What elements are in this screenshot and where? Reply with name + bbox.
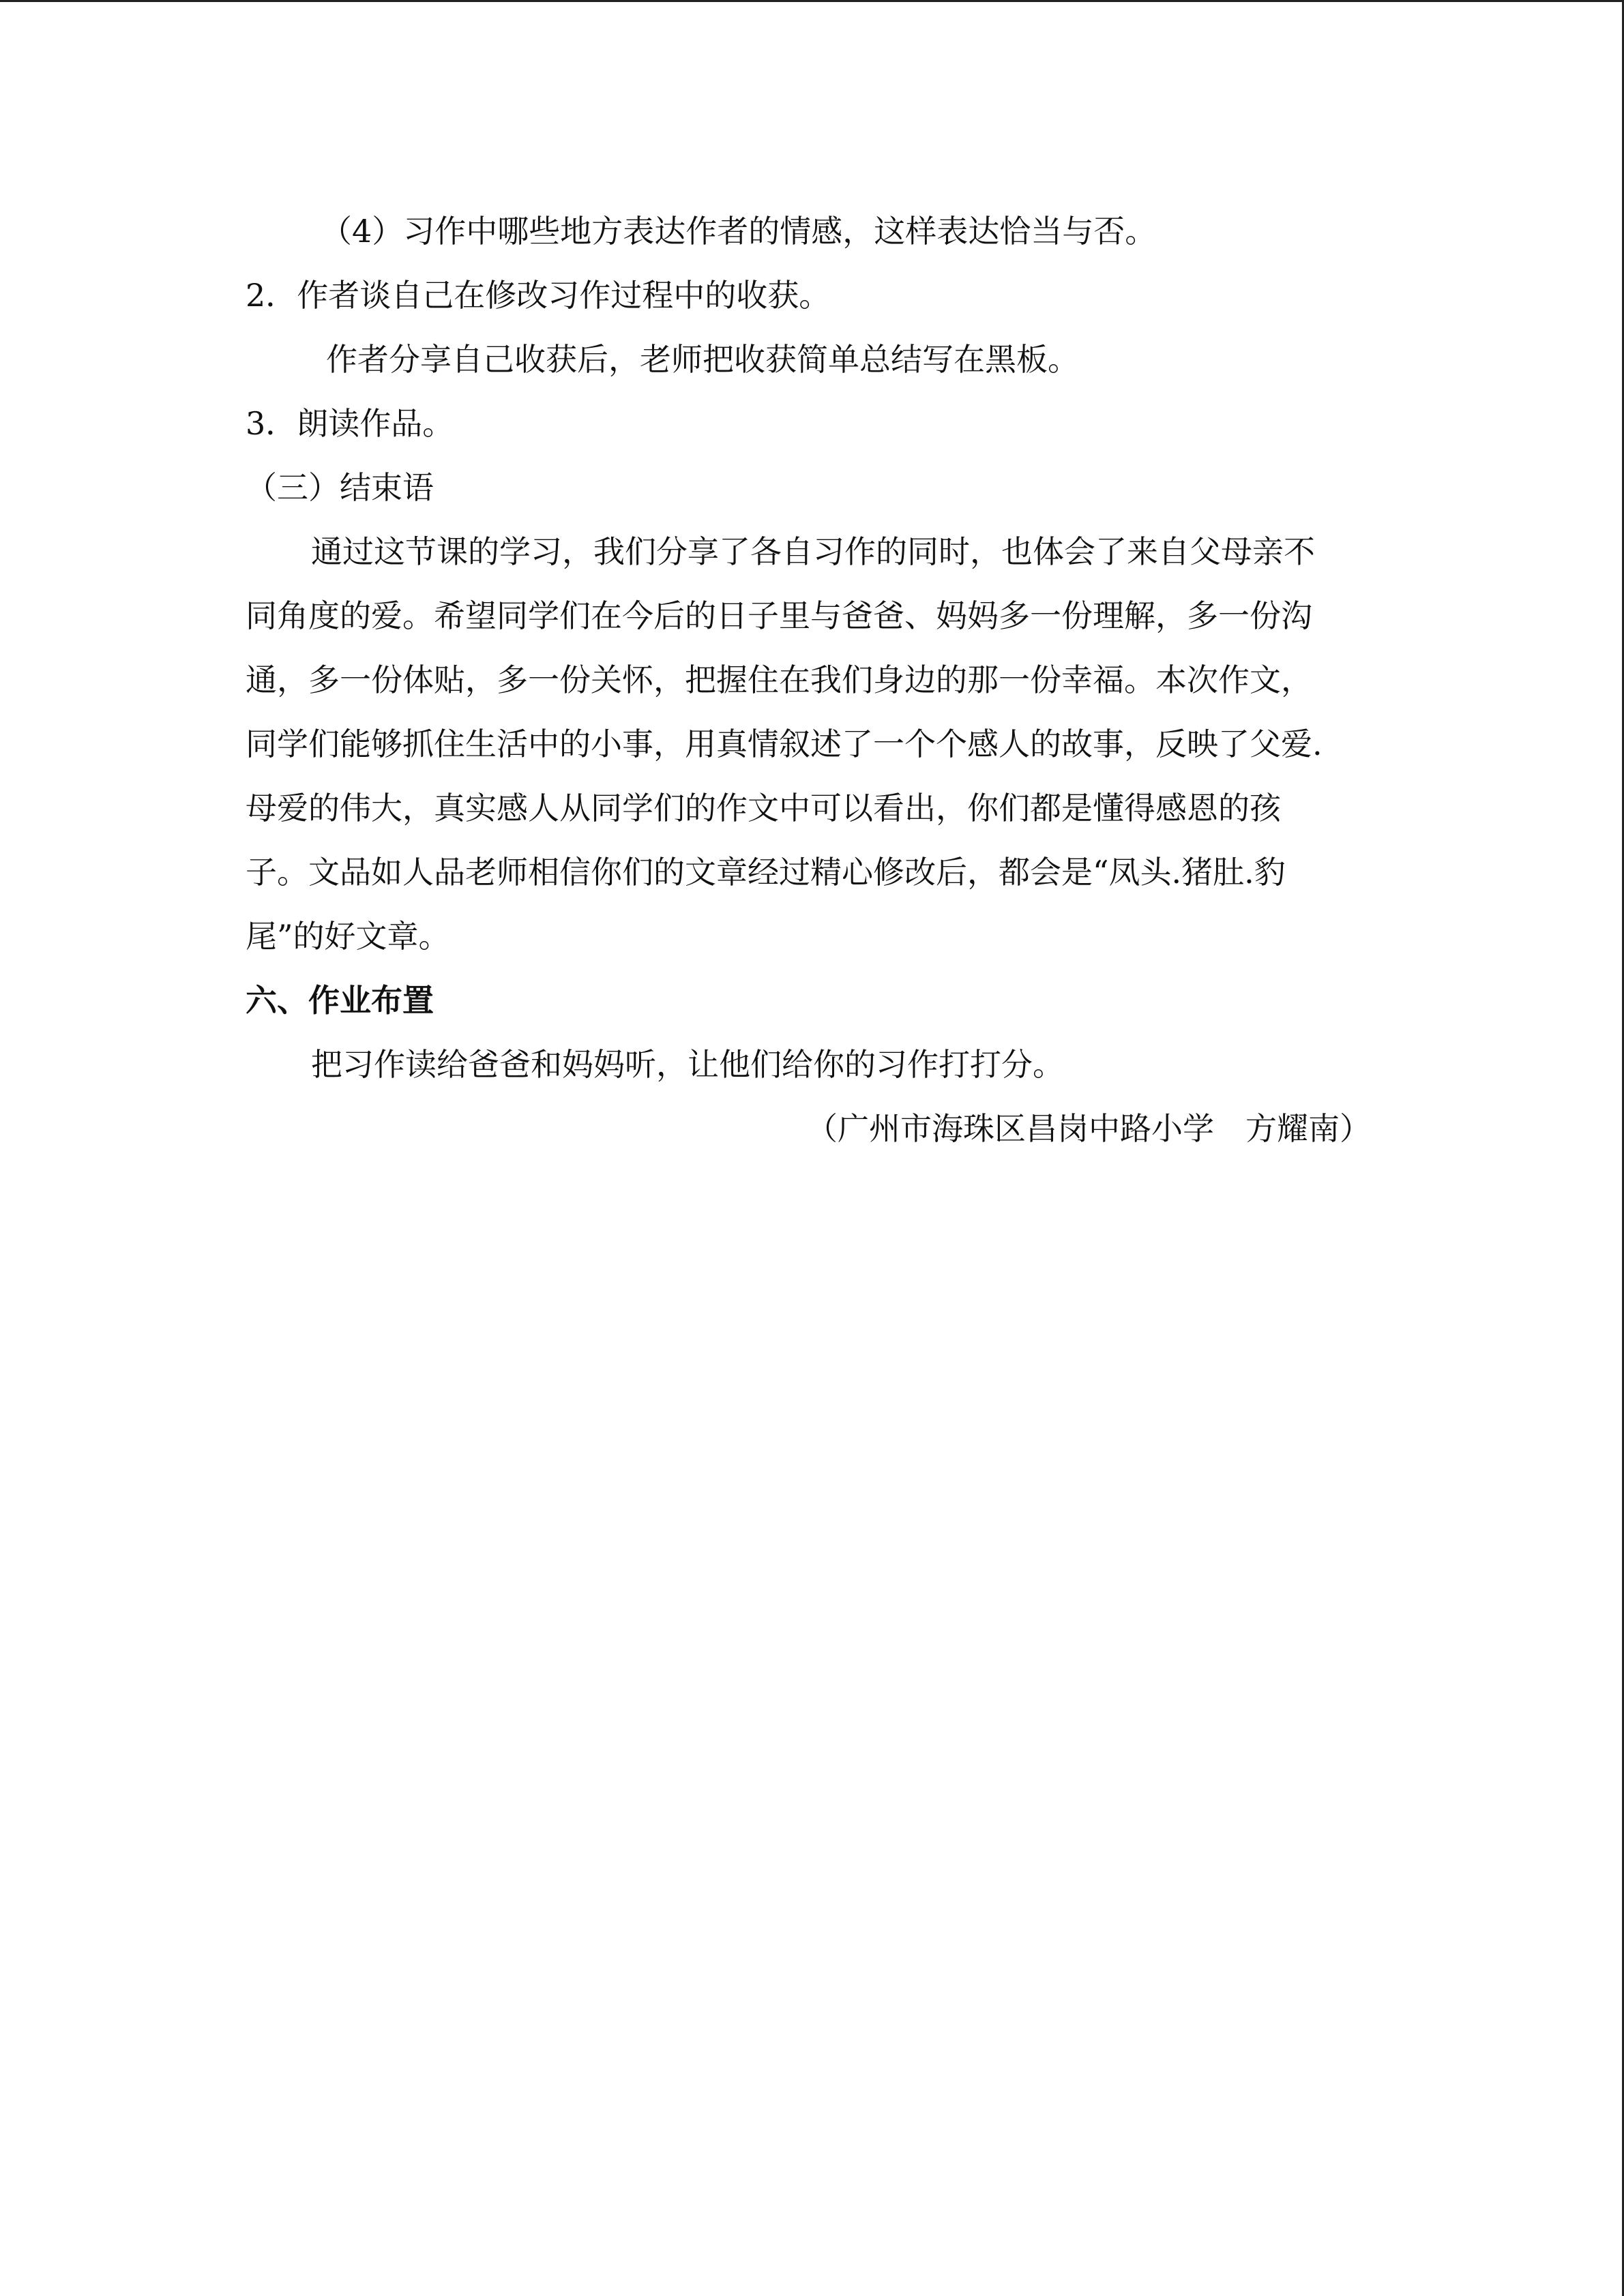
page-border-top xyxy=(0,0,1624,2)
closing-line-6: 子。文品如人品老师相信你们的文章经过精心修改后，都会是“凤头.猪肚.豹 xyxy=(246,854,1286,891)
closing-line-5: 母爱的伟大，真实感人从同学们的作文中可以看出，你们都是懂得感恩的孩 xyxy=(246,790,1281,826)
item-3-line: 3．朗读作品。 xyxy=(246,405,454,442)
document-body xyxy=(246,199,1371,1161)
author-signature: （广州市海珠区昌岗中路小学 方耀南） xyxy=(806,1110,1371,1147)
homework-heading: 六、作业布置 xyxy=(246,982,434,1019)
item-2-detail-line: 作者分享自己收获后，老师把收获简单总结写在黑板。 xyxy=(326,341,1079,378)
closing-line-3: 通，多一份体贴，多一份关怀，把握住在我们身边的那一份幸福。本次作文， xyxy=(246,661,1312,698)
closing-line-1: 通过这节课的学习，我们分享了各自习作的同时，也体会了来自父母亲不 xyxy=(311,533,1315,570)
item-2-line: 2．作者谈自己在修改习作过程中的收获。 xyxy=(246,277,831,314)
closing-line-4: 同学们能够抓住生活中的小事，用真情叙述了一个个感人的故事，反映了父爱. xyxy=(246,726,1323,762)
section-3-heading: （三）结束语 xyxy=(246,469,434,506)
homework-text: 把习作读给爸爸和妈妈听，让他们给你的习作打打分。 xyxy=(311,1046,1064,1083)
closing-line-7: 尾”的好文章。 xyxy=(246,918,450,955)
closing-line-2: 同角度的爱。希望同学们在今后的日子里与爸爸、妈妈多一份理解，多一份沟 xyxy=(246,597,1312,634)
item-4-line: （4）习作中哪些地方表达作者的情感，这样表达恰当与否。 xyxy=(321,213,1157,250)
closing-paragraph xyxy=(246,520,1371,968)
